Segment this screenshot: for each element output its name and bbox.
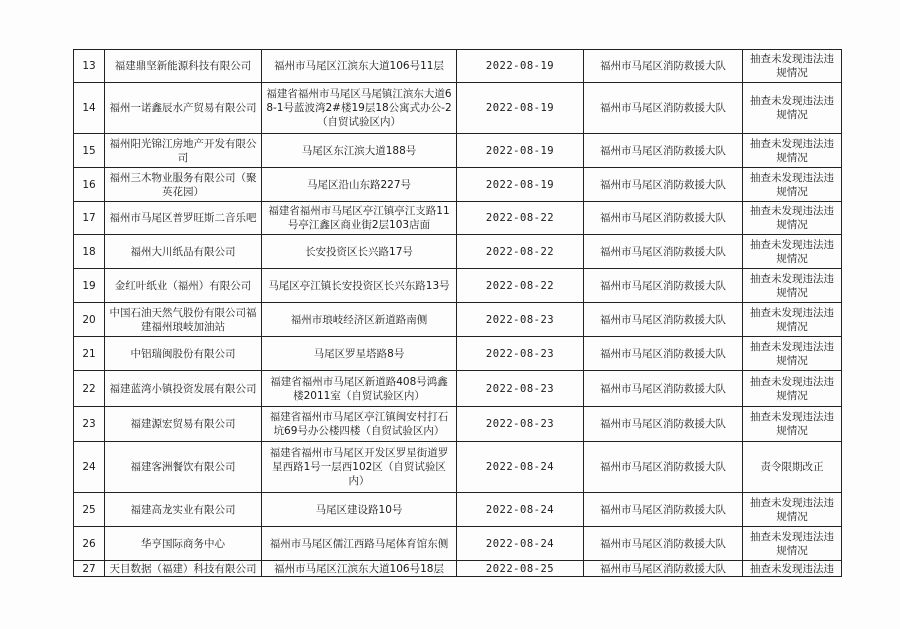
table-row (74, 303, 842, 337)
inspecting-department: 福州市马尾区消防救援大队 (584, 83, 743, 134)
inspecting-department: 福州市马尾区消防救援大队 (584, 168, 743, 202)
row-number: 20 (74, 303, 105, 337)
company-name: 福建蓝湾小镇投资发展有限公司 (105, 371, 262, 407)
company-name: 金红叶纸业（福州）有限公司 (105, 269, 262, 303)
company-name: 福州一诺鑫辰水产贸易有限公司 (105, 83, 262, 134)
table-row (74, 168, 842, 202)
row-number: 26 (74, 527, 105, 561)
inspection-result: 抽查未发现违法违规情况 (743, 371, 842, 407)
inspection-result: 抽查未发现违法违规情况 (743, 83, 842, 134)
inspection-result: 抽查未发现违法违规情况 (743, 168, 842, 202)
inspection-result: 抽查未发现违法违规情况 (743, 202, 842, 235)
company-name: 福州三木物业服务有限公司（聚英花园） (105, 168, 262, 202)
row-number: 24 (74, 442, 105, 493)
inspection-result: 抽查未发现违法违规情况 (743, 527, 842, 561)
inspection-date: 2022-08-19 (457, 134, 584, 168)
inspection-result: 抽查未发现违法违规情况 (743, 303, 842, 337)
inspection-date: 2022-08-22 (457, 202, 584, 235)
table-row (74, 442, 842, 493)
company-address: 福州市马尾区儒江西路马尾体育馆东侧 (262, 527, 457, 561)
inspecting-department: 福州市马尾区消防救援大队 (584, 561, 743, 577)
table-row (74, 561, 842, 577)
row-number: 21 (74, 337, 105, 371)
inspection-date: 2022-08-23 (457, 371, 584, 407)
company-address: 福建省福州市马尾区马尾镇江滨东大道68-1号蓝波湾2#楼19层18公寓式办公-2（自贸试验区内） (262, 83, 457, 134)
inspection-result: 抽查未发现违法违规情况 (743, 50, 842, 83)
inspection-date: 2022-08-19 (457, 168, 584, 202)
inspection-date: 2022-08-25 (457, 561, 584, 577)
inspecting-department: 福州市马尾区消防救援大队 (584, 337, 743, 371)
company-address: 福州市琅岐经济区新道路南侧 (262, 303, 457, 337)
table-row (74, 407, 842, 442)
company-address: 福建省福州市马尾区亭江镇亭江支路11号亭江鑫区商业街2层103店面 (262, 202, 457, 235)
inspecting-department: 福州市马尾区消防救援大队 (584, 303, 743, 337)
company-name: 福建客洲餐饮有限公司 (105, 442, 262, 493)
inspection-result: 抽查未发现违法违规情况 (743, 493, 842, 527)
inspection-date: 2022-08-23 (457, 337, 584, 371)
company-address: 福州市马尾区江滨东大道106号18层 (262, 561, 457, 577)
row-number: 14 (74, 83, 105, 134)
company-address: 长安投资区长兴路17号 (262, 235, 457, 269)
company-address: 马尾区建设路10号 (262, 493, 457, 527)
row-number: 22 (74, 371, 105, 407)
row-number: 13 (74, 50, 105, 83)
inspection-records-table (73, 49, 842, 577)
inspecting-department: 福州市马尾区消防救援大队 (584, 407, 743, 442)
row-number: 23 (74, 407, 105, 442)
table-row (74, 134, 842, 168)
inspection-result: 抽查未发现违法违规情况 (743, 235, 842, 269)
inspection-result: 抽查未发现违法违规情况 (743, 269, 842, 303)
row-number: 15 (74, 134, 105, 168)
inspecting-department: 福州市马尾区消防救援大队 (584, 269, 743, 303)
table-row (74, 371, 842, 407)
row-number: 18 (74, 235, 105, 269)
inspecting-department: 福州市马尾区消防救援大队 (584, 442, 743, 493)
company-name: 福州市马尾区普罗旺斯二音乐吧 (105, 202, 262, 235)
company-name: 华亨国际商务中心 (105, 527, 262, 561)
inspection-result: 抽查未发现违法违规情况 (743, 134, 842, 168)
inspection-result: 责令限期改正 (743, 442, 842, 493)
company-name: 中铝瑞闽股份有限公司 (105, 337, 262, 371)
row-number: 27 (74, 561, 105, 577)
table-row (74, 269, 842, 303)
inspection-date: 2022-08-19 (457, 83, 584, 134)
inspection-result: 抽查未发现违法违规情况 (743, 407, 842, 442)
inspecting-department: 福州市马尾区消防救援大队 (584, 527, 743, 561)
inspecting-department: 福州市马尾区消防救援大队 (584, 371, 743, 407)
inspecting-department: 福州市马尾区消防救援大队 (584, 202, 743, 235)
inspection-date: 2022-08-23 (457, 303, 584, 337)
company-name: 福州阳光锦江房地产开发有限公司 (105, 134, 262, 168)
row-number: 17 (74, 202, 105, 235)
table-row (74, 83, 842, 134)
company-name: 中国石油天然气股份有限公司福建福州琅岐加油站 (105, 303, 262, 337)
company-address: 马尾区亭江镇长安投资区长兴东路13号 (262, 269, 457, 303)
inspecting-department: 福州市马尾区消防救援大队 (584, 235, 743, 269)
inspection-date: 2022-08-22 (457, 235, 584, 269)
table-row (74, 202, 842, 235)
company-address: 福建省福州市马尾区新道路408号鸿鑫楼2011室（自贸试验区内） (262, 371, 457, 407)
inspecting-department: 福州市马尾区消防救援大队 (584, 134, 743, 168)
inspection-date: 2022-08-24 (457, 493, 584, 527)
row-number: 25 (74, 493, 105, 527)
company-address: 马尾区罗星塔路8号 (262, 337, 457, 371)
row-number: 16 (74, 168, 105, 202)
company-name: 福建高龙实业有限公司 (105, 493, 262, 527)
table-row (74, 235, 842, 269)
inspection-date: 2022-08-24 (457, 442, 584, 493)
company-name: 福建源宏贸易有限公司 (105, 407, 262, 442)
company-address: 马尾区东江滨大道188号 (262, 134, 457, 168)
company-address: 福建省福州市马尾区开发区罗星街道罗星西路1号一层西102区（自贸试验区内） (262, 442, 457, 493)
table-row (74, 50, 842, 83)
company-name: 天目数据（福建）科技有限公司 (105, 561, 262, 577)
inspecting-department: 福州市马尾区消防救援大队 (584, 493, 743, 527)
company-address: 福州市马尾区江滨东大道106号11层 (262, 50, 457, 83)
table-row (74, 493, 842, 527)
inspection-date: 2022-08-24 (457, 527, 584, 561)
inspection-result: 抽查未发现违法违 (743, 561, 842, 577)
inspection-date: 2022-08-23 (457, 407, 584, 442)
table-row (74, 337, 842, 371)
row-number: 19 (74, 269, 105, 303)
table-row (74, 527, 842, 561)
company-address: 马尾区沿山东路227号 (262, 168, 457, 202)
company-name: 福建鼎坚新能源科技有限公司 (105, 50, 262, 83)
inspection-date: 2022-08-22 (457, 269, 584, 303)
inspection-date: 2022-08-19 (457, 50, 584, 83)
inspecting-department: 福州市马尾区消防救援大队 (584, 50, 743, 83)
company-name: 福州大川纸品有限公司 (105, 235, 262, 269)
inspection-result: 抽查未发现违法违规情况 (743, 337, 842, 371)
company-address: 福建省福州市马尾区亭江镇闽安村打石坑69号办公楼四楼（自贸试验区内） (262, 407, 457, 442)
